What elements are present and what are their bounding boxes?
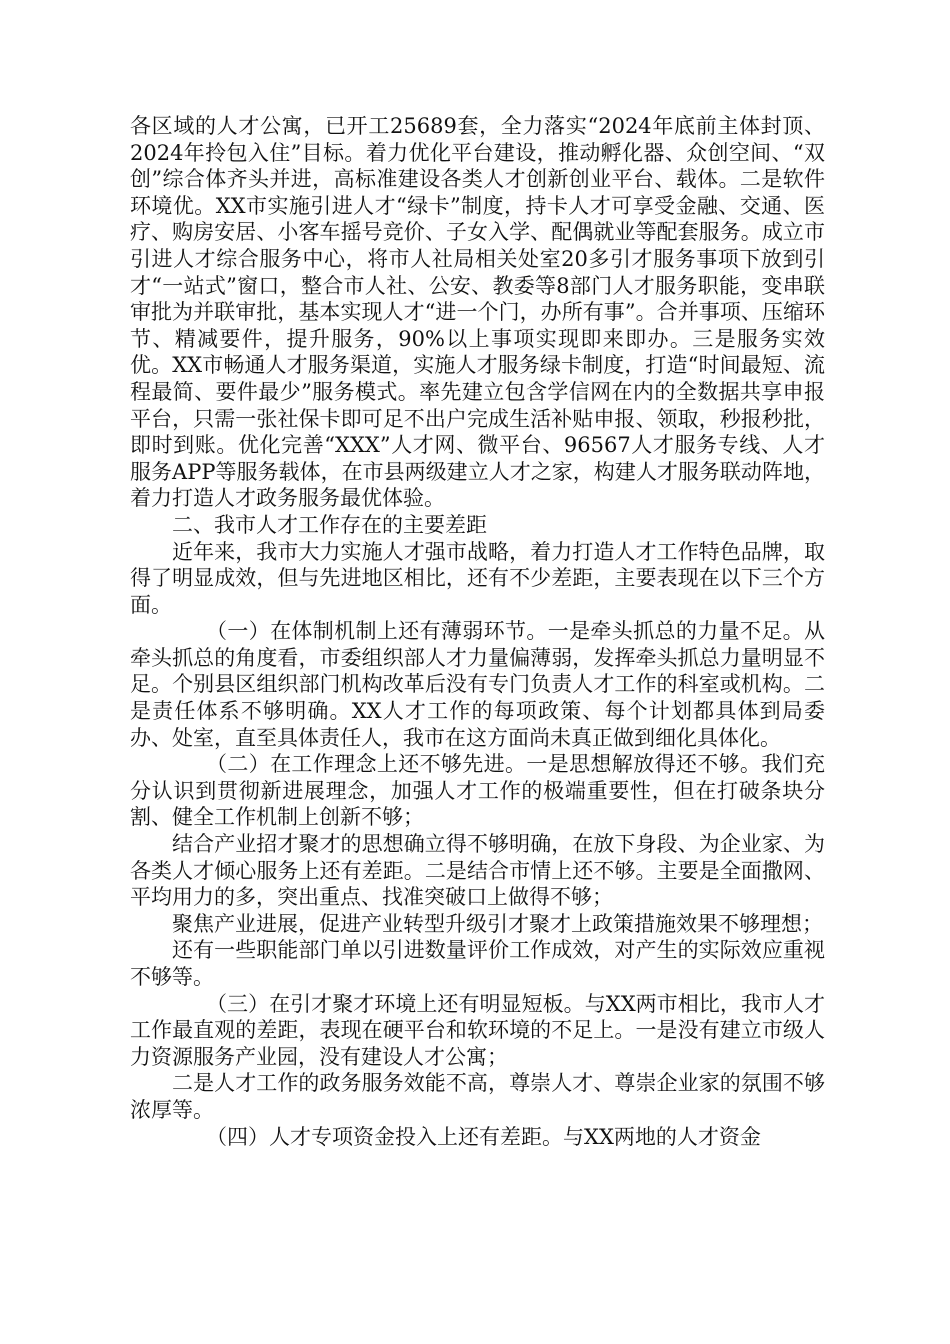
document-body	[130, 113, 825, 1150]
paragraph-intro-gaps: 近年来，我市大力实施人才强市战略，着力打造人才工作特色品牌，取得了明显成效，但与先进地区相比，还有不少差距，主要表现在以下三个方面。	[130, 539, 825, 617]
paragraph-housing-services: 各区域的人才公寓，已开工25689套，全力落实“2024年底前主体封顶、2024年拎包入住”目标。着力优化平台建设，推动孵化器、众创空间、“双创”综合体齐头并进，高标准建设各类人才创新创业平台、载体。二是软件环境优。XX市实施引进人才“绿卡”制度，持卡人才可享受金融、交通、医疗、购房安居、小客车摇号竞价、子女入学、配偶就业等配套服务。成立市引进人才综合服务中心，将市人社局相关处室20多引才服务事项下放到引才“一站式”窗口，整合市人社、公安、教委等8部门人才服务职能，变串联审批为并联审批，基本实现人才“进一个门，办所有事”。合并事项、压缩环节、精减要件，提升服务，90%以上事项实现即来即办。三是服务实效优。XX市畅通人才服务渠道，实施人才服务绿卡制度，打造“时间最短、流程最简、要件最少”服务模式。率先建立包含学信网在内的全数据共享申报平台，只需一张社保卡即可足不出户完成生活补贴申报、领取，秒报秒批，即时到账。优化完善“XXX”人才网、微平台、96567人才服务专线、人才服务APP等服务载体，在市县两级建立人才之家，构建人才服务联动阵地，着力打造人才政务服务最优体验。	[130, 114, 825, 511]
paragraph-gap-4: （四）人才专项资金投入上还有差距。与XX两地的人才资金	[206, 1124, 761, 1149]
paragraph-gap-2-cont-c: 还有一些职能部门单以引进数量评价工作成效，对产生的实际效应重视不够等。	[130, 938, 825, 989]
paragraph-gap-3: （三）在引才聚才环境上还有明显短板。与XX两市相比，我市人才工作最直观的差距，表现在硬平台和软环境的不足上。一是没有建立市级人力资源服务产业园，没有建设人才公寓；	[130, 991, 825, 1069]
paragraph-gap-2-cont-b: 聚焦产业进展，促进产业转型升级引才聚才上政策措施效果不够理想；	[172, 911, 823, 936]
paragraph-gap-2: （二）在工作理念上还不够先进。一是思想解放得还不够。我们充分认识到贯彻新进展理念，加强人才工作的极端重要性，但在打破条块分割、健全工作机制上创新不够；	[130, 752, 825, 830]
paragraph-gap-2-cont-a: 结合产业招才聚才的思想确立得不够明确，在放下身段、为企业家、为各类人才倾心服务上还有差距。二是结合市情上还不够。主要是全面撒网、平均用力的多，突出重点、找准突破口上做得不够；	[130, 832, 825, 910]
paragraph-gap-1: （一）在体制机制上还有薄弱环节。一是牵头抓总的力量不足。从牵头抓总的角度看，市委组织部人才力量偏薄弱，发挥牵头抓总力量明显不足。个别县区组织部门机构改革后没有专门负责人才工作的科室或机构。二是责任体系不够明确。XX人才工作的每项政策、每个计划都具体到局委办、处室，直至具体责任人，我市在这方面尚未真正做到细化具体化。	[130, 619, 825, 750]
section-heading-gaps: 二、我市人才工作存在的主要差距	[172, 512, 487, 537]
paragraph-gap-3-cont: 二是人才工作的政务服务效能不高，尊崇人才、尊崇企业家的氛围不够浓厚等。	[130, 1071, 825, 1122]
